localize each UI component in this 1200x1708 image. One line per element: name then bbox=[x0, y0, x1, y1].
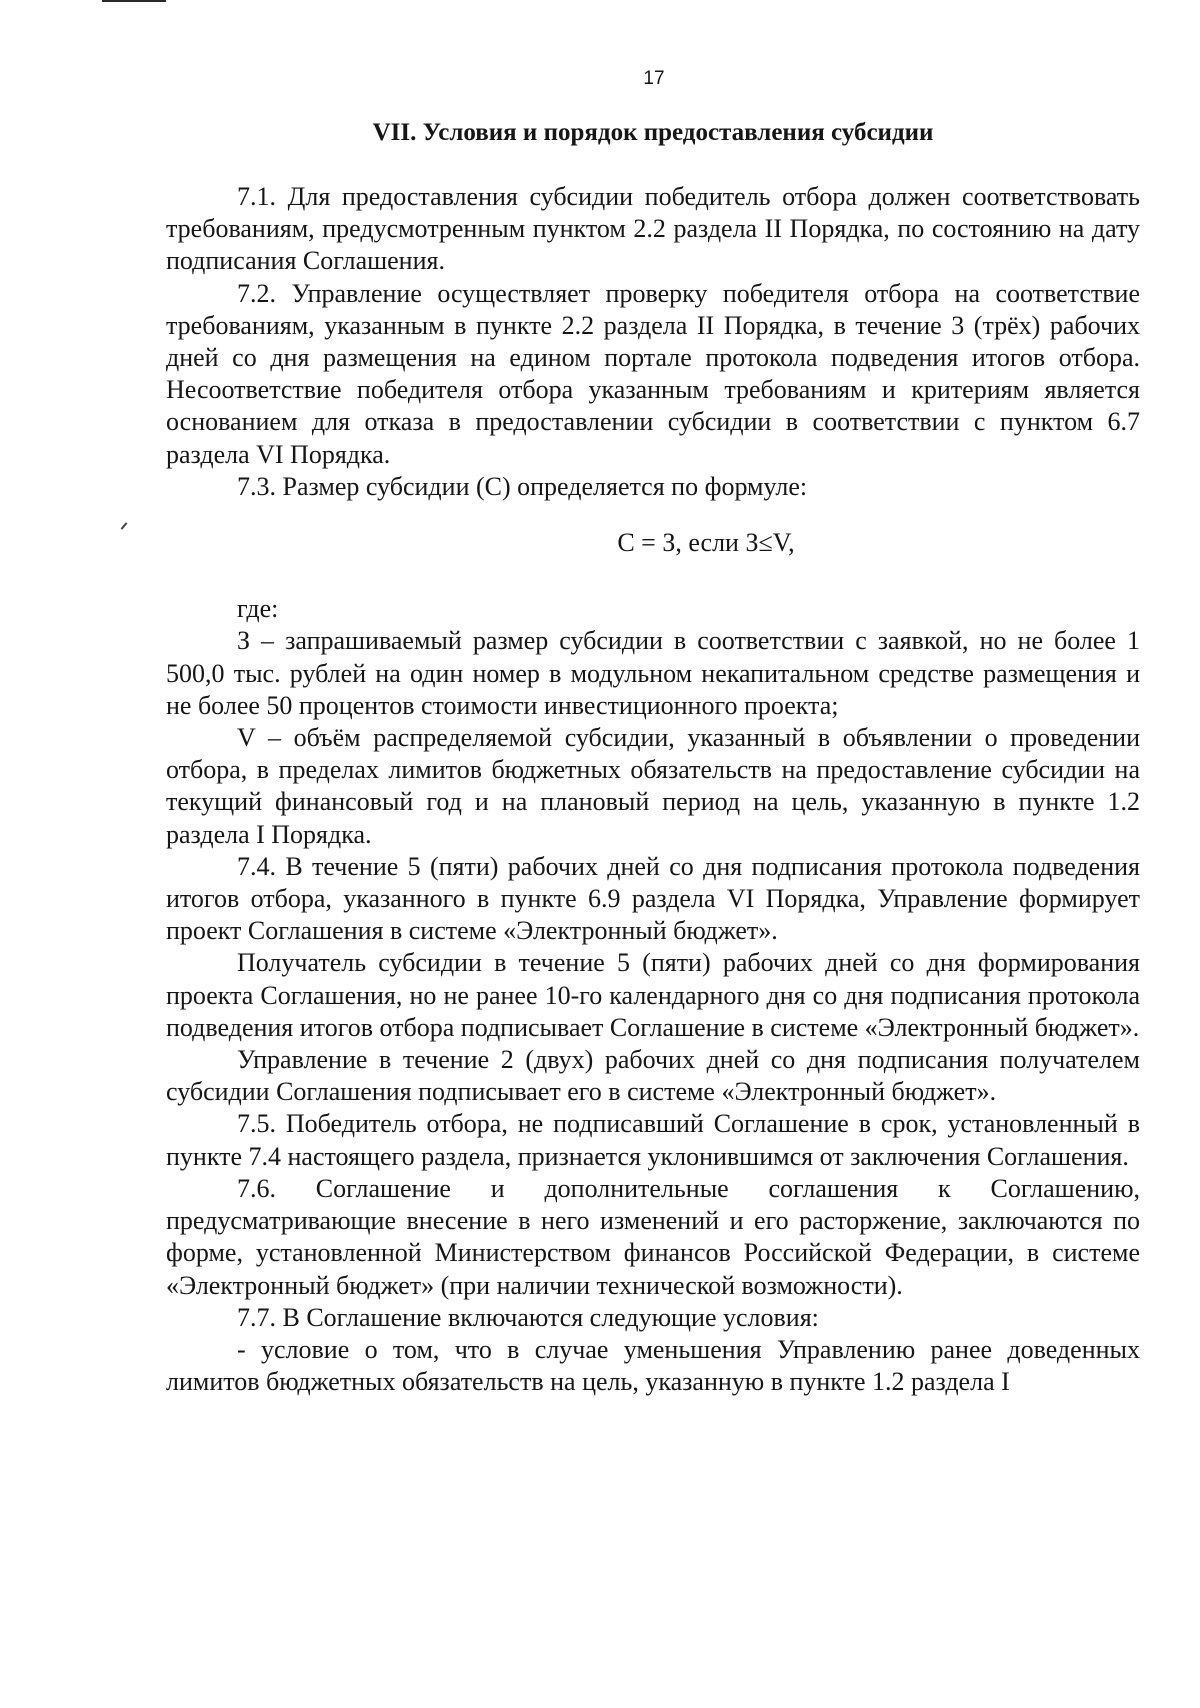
paragraph-7-4: 7.4. В течение 5 (пяти) рабочих дней со дня подписания протокола подведения итогов отбора, указанного в пункте 6.9 раздела VI Порядка, Управление формирует проект Соглашения в системе «Электронный бюджет». bbox=[166, 851, 1140, 946]
section-heading: VII. Условия и порядок предоставления субсидии bbox=[372, 119, 934, 146]
formula-where-label: где: bbox=[237, 594, 279, 624]
document-body bbox=[166, 181, 1140, 1398]
paragraph-7-7-item-1: - условие о том, что в случае уменьшения Управлению ранее доведенных лимитов бюджетных обязательств на цель, указанную в пункте 1.2 раздела I bbox=[166, 1334, 1140, 1397]
paragraph-7-4-recipient: Получатель субсидии в течение 5 (пяти) рабочих дней со дня формирования проекта Соглашения, но не ранее 10-го календарного дня со дня подписания протокола подведения итогов отбора подписывает Соглашение в системе «Электронный бюджет». bbox=[166, 948, 1140, 1042]
paragraph-7-6: 7.6. Соглашение и дополнительные соглашения к Соглашению, предусматривающие внесение в него изменений и его расторжение, заключаются по форме, установленной Министерством финансов Российской Федерации, в системе «Электронный бюджет» (при наличии технической возможности). bbox=[166, 1173, 1140, 1300]
definition-z: З – запрашиваемый размер субсидии в соответствии с заявкой, но не более 1 500,0 тыс. рублей на один номер в модульном некапитальном средстве размещения и не более 50 процентов стоимости инвестиционного проекта; bbox=[166, 626, 1140, 720]
page-number: 17 bbox=[643, 68, 665, 89]
definition-v: V – объём распределяемой субсидии, указанный в объявлении о проведении отбора, в пределах лимитов бюджетных обязательств на предоставление субсидии на текущий финансовый год и на плановый период на цель, указанную в пункте 1.2 раздела I Порядка. bbox=[166, 723, 1140, 849]
paragraph-7-3: 7.3. Размер субсидии (С) определяется по формуле: bbox=[237, 471, 808, 501]
paragraph-7-4-department: Управление в течение 2 (двух) рабочих дней со дня подписания получателем субсидии Соглашения подписывает его в системе «Электронный бюджет». bbox=[166, 1045, 1140, 1107]
scan-edge-mark bbox=[102, 0, 166, 2]
stray-pen-mark bbox=[121, 522, 128, 529]
paragraph-7-7: 7.7. В Соглашение включаются следующие условия: bbox=[237, 1302, 819, 1332]
paragraph-7-1: 7.1. Для предоставления субсидии победитель отбора должен соответствовать требованиям, предусмотренным пунктом 2.2 раздела II Порядка, по состоянию на дату подписания Соглашения. bbox=[166, 182, 1140, 276]
subsidy-formula: С = З, если З≤V, bbox=[617, 528, 795, 558]
paragraph-7-5: 7.5. Победитель отбора, не подписавший Соглашение в срок, установленный в пункте 7.4 настоящего раздела, признается уклонившимся от заключения Соглашения. bbox=[166, 1109, 1140, 1171]
paragraph-7-2: 7.2. Управление осуществляет проверку победителя отбора на соответствие требованиям, указанным в пункте 2.2 раздела II Порядка, в течение 3 (трёх) рабочих дней со дня размещения на едином портале протокола подведения итогов отбора. Несоответствие победителя отбора указанным требованиям и критериям является основанием для отказа в предоставлении субсидии в соответствии с пунктом 6.7 раздела VI Порядка. bbox=[166, 278, 1140, 469]
